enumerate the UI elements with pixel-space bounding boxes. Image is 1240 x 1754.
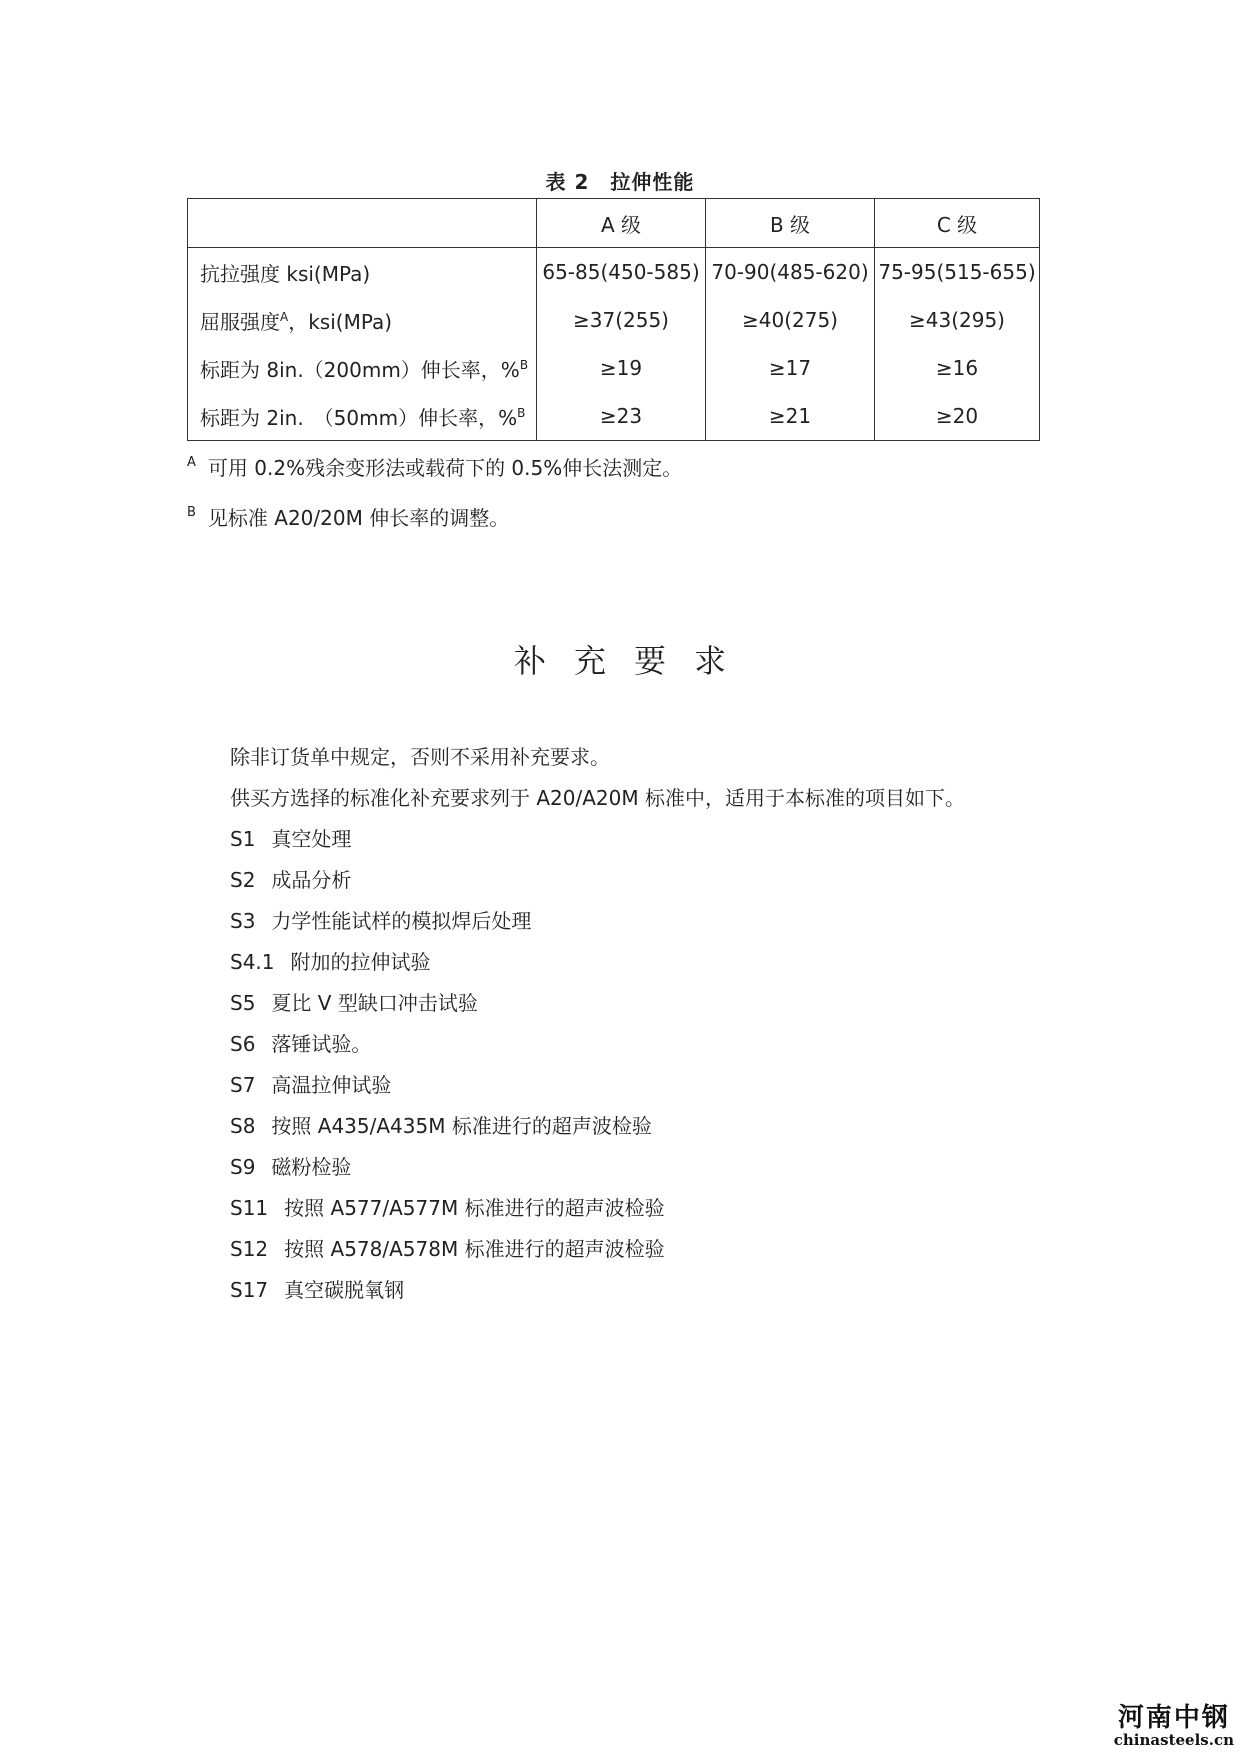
table-header-grade-c: C 级 — [875, 199, 1040, 248]
item-text: 按照 A578/A578M 标准进行的超声波检验 — [284, 1237, 665, 1261]
item-code: S8 — [230, 1114, 256, 1138]
item-code: S17 — [230, 1278, 269, 1302]
footnote-mark: B — [187, 505, 196, 520]
table-header-empty — [188, 199, 537, 248]
list-item — [230, 905, 531, 934]
item-text: 力学性能试样的模拟焊后处理 — [271, 909, 532, 933]
list-item — [230, 946, 431, 975]
list-item — [230, 1151, 351, 1180]
item-code: S5 — [230, 991, 256, 1015]
list-item — [230, 1110, 652, 1139]
table-cell: ≥23 — [537, 392, 706, 441]
list-item — [230, 1274, 404, 1303]
watermark-cn: 河南中钢 — [1117, 1703, 1230, 1733]
paragraph: 除非订货单中规定，否则不采用补充要求。 — [230, 745, 610, 769]
table-title: 表 2 拉伸性能 — [545, 170, 695, 194]
table-row — [188, 344, 1040, 392]
table-cell: ≥17 — [706, 344, 875, 392]
footnote-ref: B — [519, 357, 529, 372]
row-label-text: 屈服强度 — [200, 309, 280, 334]
item-text: 附加的拉伸试验 — [290, 950, 431, 974]
item-code: S11 — [230, 1196, 269, 1220]
row-label — [188, 344, 537, 392]
item-code: S7 — [230, 1073, 256, 1097]
footnote-text: 见标准 A20/20M 伸长率的调整。 — [207, 506, 510, 530]
item-code: S4.1 — [230, 950, 275, 974]
row-label-suffix: ，ksi(MPa) — [288, 309, 393, 334]
item-text: 按照 A435/A435M 标准进行的超声波检验 — [271, 1114, 652, 1138]
tensile-properties-table — [187, 198, 1040, 441]
footnote-mark: A — [187, 455, 196, 470]
watermark-logo — [1114, 1704, 1234, 1748]
list-item — [230, 864, 351, 893]
row-label — [188, 248, 537, 297]
item-text: 夏比 V 型缺口冲击试验 — [271, 991, 478, 1015]
item-text: 磁粉检验 — [271, 1155, 352, 1179]
table-cell: 75-95(515-655) — [875, 248, 1040, 297]
item-code: S2 — [230, 868, 256, 892]
table-cell: ≥16 — [875, 344, 1040, 392]
list-item — [230, 1233, 665, 1262]
table-cell: 65-85(450-585) — [537, 248, 706, 297]
footnote-ref: B — [517, 405, 526, 420]
footnote-a — [187, 452, 682, 481]
item-text: 真空处理 — [271, 827, 352, 851]
item-text: 真空碳脱氧钢 — [284, 1278, 405, 1302]
table-header-grade-a: A 级 — [537, 199, 706, 248]
table-cell: ≥19 — [537, 344, 706, 392]
footnote-ref: A — [280, 309, 289, 324]
watermark-url: chinasteels.cn — [1113, 1731, 1234, 1749]
table-cell: ≥43(295) — [875, 296, 1040, 344]
table-cell: 70-90(485-620) — [706, 248, 875, 297]
item-text: 落锤试验。 — [271, 1032, 372, 1056]
paragraph: 供买方选择的标准化补充要求列于 A20/A20M 标准中，适用于本标准的项目如下。 — [230, 786, 965, 810]
item-text: 高温拉伸试验 — [271, 1073, 392, 1097]
item-code: S1 — [230, 827, 256, 851]
row-label-text: 抗拉强度 ksi(MPa) — [200, 261, 371, 286]
item-code: S6 — [230, 1032, 256, 1056]
list-item — [230, 1069, 391, 1098]
table-row — [188, 248, 1040, 297]
footnote-text: 可用 0.2%残余变形法或载荷下的 0.5%伸长法测定。 — [207, 456, 683, 480]
table-header-grade-b: B 级 — [706, 199, 875, 248]
item-code: S9 — [230, 1155, 256, 1179]
list-item — [230, 823, 351, 852]
row-label-text: 标距为 2in. （50mm）伸长率，% — [200, 405, 518, 430]
section-title: 补充要求 — [513, 642, 754, 680]
list-item — [230, 987, 478, 1016]
table-cell: ≥20 — [875, 392, 1040, 441]
table-cell: ≥37(255) — [537, 296, 706, 344]
footnote-b — [187, 502, 509, 531]
row-label — [188, 392, 537, 441]
table-cell: ≥21 — [706, 392, 875, 441]
table-row — [188, 296, 1040, 344]
item-text: 按照 A577/A577M 标准进行的超声波检验 — [284, 1196, 665, 1220]
list-item — [230, 1192, 665, 1221]
row-label — [188, 296, 537, 344]
item-text: 成品分析 — [271, 868, 352, 892]
item-code: S3 — [230, 909, 256, 933]
item-code: S12 — [230, 1237, 269, 1261]
list-item — [230, 1028, 371, 1057]
table-header-row — [188, 199, 1040, 248]
table-row — [188, 392, 1040, 441]
table-cell: ≥40(275) — [706, 296, 875, 344]
row-label-text: 标距为 8in.（200mm）伸长率，% — [200, 357, 520, 382]
